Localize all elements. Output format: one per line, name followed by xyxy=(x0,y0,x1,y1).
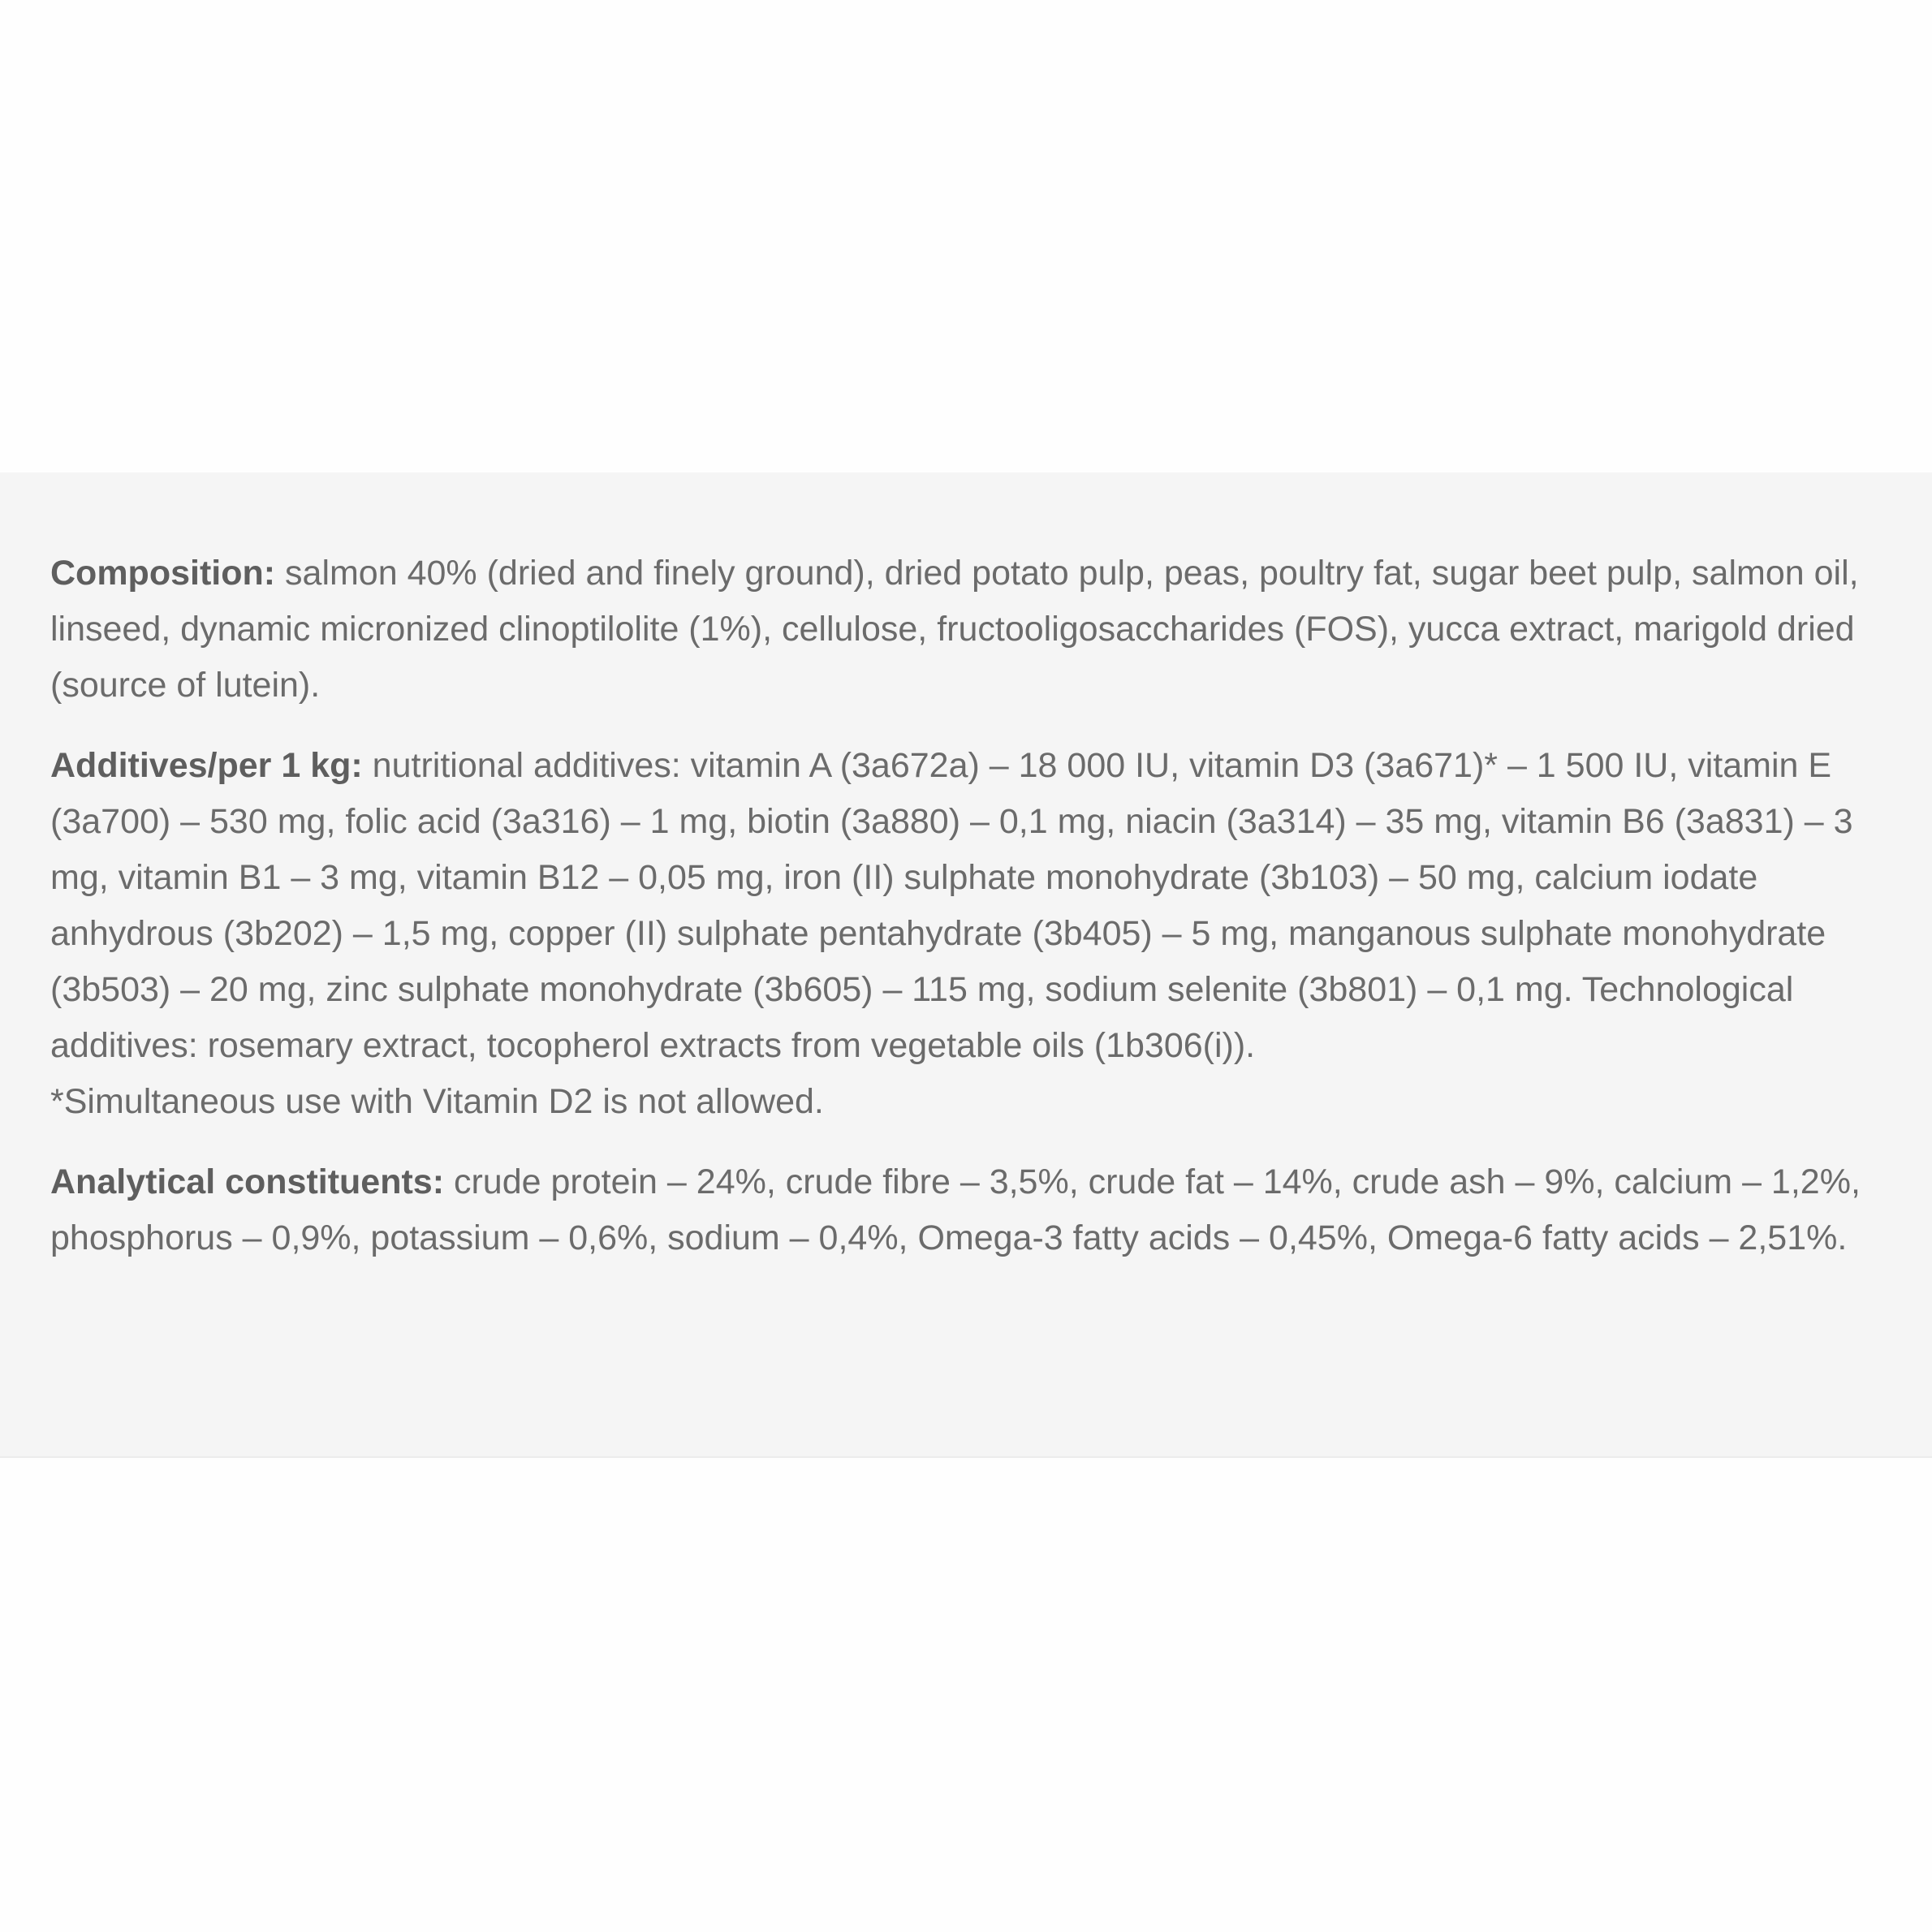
composition-text: salmon 40% (dried and finely ground), dried potato pulp, peas, poultry fat, sugar beet pulp, salmon oil, linseed, dynamic micronized clinoptilolite (1%), cellulose, fructooligosaccharides (FOS), yucca extract, marigold dried (source of lutein). xyxy=(50,554,1859,705)
analytical-label: Analytical constituents: xyxy=(50,1162,445,1201)
additives-text: nutritional additives: vitamin A (3a672a) – 18 000 IU, vitamin D3 (3a671)* – 1 500 IU, vitamin E (3a700) – 530 mg, folic acid (3a316) – 1 mg, biotin (3a880) – 0,1 mg, niacin (3a314) – 35 mg, vitamin B6 (3a831) – 3 mg, vitamin B1 – 3 mg, vitamin B12 – 0,05 mg, iron (II) sulphate monohydrate (3b103) – 50 mg, calcium iodate anhydrous (3b202) – 1,5 mg, copper (II) sulphate pentahydrate (3b405) – 5 mg, manganous sulphate monohydrate (3b503) – 20 mg, zinc sulphate monohydrate (3b605) – 115 mg, sodium selenite (3b801) – 0,1 mg. Technological additives: rosemary extract, tocopherol extracts from vegetable oils (1b306(i)). xyxy=(50,746,1853,1065)
analytical-paragraph xyxy=(50,1154,1885,1266)
product-description xyxy=(50,546,1885,1291)
product-info-panel xyxy=(0,472,1932,1458)
composition-paragraph xyxy=(50,546,1885,714)
additives-label: Additives/per 1 kg: xyxy=(50,746,363,785)
additives-paragraph xyxy=(50,738,1885,1074)
analytical-text: crude protein – 24%, crude fibre – 3,5%, crude fat – 14%, crude ash – 9%, calcium – 1,2%, phosphorus – 0,9%, potassium – 0,6%, sodium – 0,4%, Omega-3 fatty acids – 0,45%, Omega-6 fatty acids – 2,51%. xyxy=(50,1162,1861,1257)
additives-footnote: *Simultaneous use with Vitamin D2 is not allowed. xyxy=(50,1082,824,1121)
composition-label: Composition: xyxy=(50,554,276,593)
